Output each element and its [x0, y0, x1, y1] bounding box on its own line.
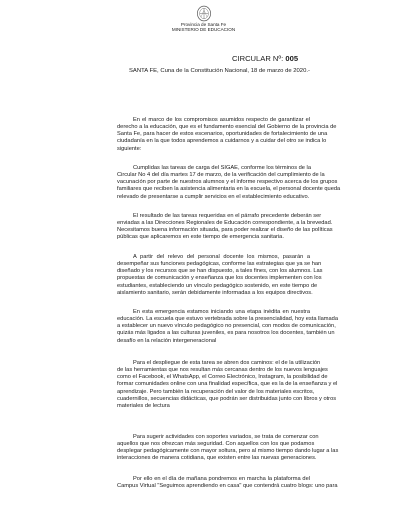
- text-line: estudiantes, estableciendo un vínculo pedagógico sostenido, en este tiempo de: [117, 282, 318, 289]
- text-line: formar comunidades online con una finalidad específica, que es la de la enseñanza y el: [117, 381, 338, 388]
- text-line: enviadas a las Direcciones Regionales de Educación correspondiente, a la brevedad.: [117, 220, 333, 227]
- paragraph-2: [117, 165, 341, 201]
- paragraph-3: [117, 213, 333, 242]
- text-line: interacciones de manera cotidiana, que existen entre las nuevas generaciones.: [117, 455, 317, 462]
- text-line: quizás más ligados a las culturas juveniles, es para nosotros los docentes, también un: [117, 330, 335, 337]
- text-line: educación. La escuela que estuvo vertebrada sobre la presencialidad, hoy esta llamada: [117, 316, 339, 323]
- circular-number: 005: [285, 54, 299, 63]
- text-line: desempeñar sus funciones pedagógicas, conforme las estrategias que ya se han: [117, 261, 322, 268]
- dateline: SANTA FE, Cuna de la Constitución Nacional, 18 de marzo de 2020.-: [129, 68, 310, 74]
- text-line: A partir del relevo del personal docente los mismos, pasarán a: [133, 254, 310, 260]
- text-line: Para el despliegue de esta tarea se abren dos caminos: el de la utilización: [133, 360, 321, 366]
- text-line: aprendizaje. Pero también la recuperación del valor de los materiales escritos,: [117, 388, 315, 395]
- text-line: de las herramientas que nos resultan más cercanas dentro de los nuevos lenguajes: [117, 367, 328, 374]
- ministry-name: MINISTERIO DE EDUCACION: [171, 27, 236, 32]
- paragraph-5: [117, 309, 339, 345]
- text-line: como el Facebook, el WhatsApp, el Correo Electrónico, Instagram, la posibilidad de: [117, 374, 328, 381]
- text-line: En el marco de los compromisos asumidos respecto de garantizar el: [133, 117, 310, 123]
- text-line: aquellos que nos ofrezcan más seguridad. Con aquellos con los que podamos: [117, 441, 315, 448]
- text-line: vacunación por parte de nuestros alumnos y el informe respectivo acerca de los grupos: [117, 179, 338, 186]
- text-line: Para sugerir actividades con soportes variados, se trata de comenzar con: [133, 434, 319, 440]
- circular-heading: [232, 54, 298, 63]
- text-line: diseñado y los recursos que se han dispuesto, a tales fines, con los alumnos. Las: [117, 268, 323, 275]
- text-line: derecho a la educación, que es el fundamento esencial del Gobierno de la provincia de: [117, 124, 337, 131]
- text-line: ciudadanía en la que todos aprendemos a cuidarnos y a cuidar del otro se indica lo: [117, 138, 327, 145]
- text-line: a establecer un nuevo vínculo pedagógico no presencial, con modos de comunicación,: [117, 323, 336, 330]
- province-name: Provincia de Santa Fe: [180, 22, 227, 27]
- text-line: desplegar pedagógicamente con mayor soltura, pero al mismo tiempo dando lugar a las: [117, 448, 339, 455]
- paragraph-4: [117, 254, 323, 297]
- text-line: Por ello en el día de mañana pondremos en marcha la plataforma del: [133, 476, 310, 482]
- text-line: siguiente:: [117, 145, 142, 152]
- text-line: En esta emergencia estamos iniciando una etapa inédita en nuestra: [133, 309, 310, 315]
- text-line: propuestas de comunicación y enseñanza que los docentes implementen con los: [117, 275, 322, 282]
- text-line: relevado de presentarse a cumplir servicios en el establecimiento educativo.: [117, 193, 310, 200]
- text-line: Cumplidas las tareas de carga del SIGAE, conforme los términos de la: [133, 165, 311, 171]
- text-line: Circular No 4 del día martes 17 de marzo, de la verificación del cumplimiento de la: [117, 172, 325, 179]
- text-line: materiales de lectura: [117, 402, 170, 409]
- text-line: desafío en la relación intergeneracional: [117, 337, 217, 344]
- text-line: familiares que reciben la asistencia alimentaria en la escuela, el personal docente queda: [117, 186, 341, 193]
- paragraph-6: [117, 360, 338, 410]
- text-line: aislamiento sanitario, serán debidamente informadas a los equipos directivos.: [117, 289, 313, 296]
- paragraph-7: [117, 434, 339, 463]
- provincial-seal-icon: [196, 5, 212, 22]
- text-line: públicas que aplicaremos en este tiempo de emergencia sanitaria.: [117, 234, 284, 241]
- text-line: cuadernillos, secuencias didácticas, que podrán ser distribuidas junto con libros y otros: [117, 395, 337, 402]
- text-line: Campus Virtual "Seguimos aprendiendo en casa" que contendrá cuatro blogs: uno para: [117, 483, 338, 490]
- text-line: Necesitamos buena información situada, para poder realizar el diseño de las políticas: [117, 227, 333, 234]
- text-line: Santa Fe, para hacer de estos escenarios, oportunidades de fortalecimiento de una: [117, 131, 328, 138]
- circular-label: CIRCULAR Nº:: [232, 54, 284, 63]
- paragraph-8: [117, 476, 338, 490]
- text-line: El resultado de las tareas requeridas en el párrafo precedente deberán ser: [133, 213, 322, 219]
- paragraph-1: [117, 117, 337, 153]
